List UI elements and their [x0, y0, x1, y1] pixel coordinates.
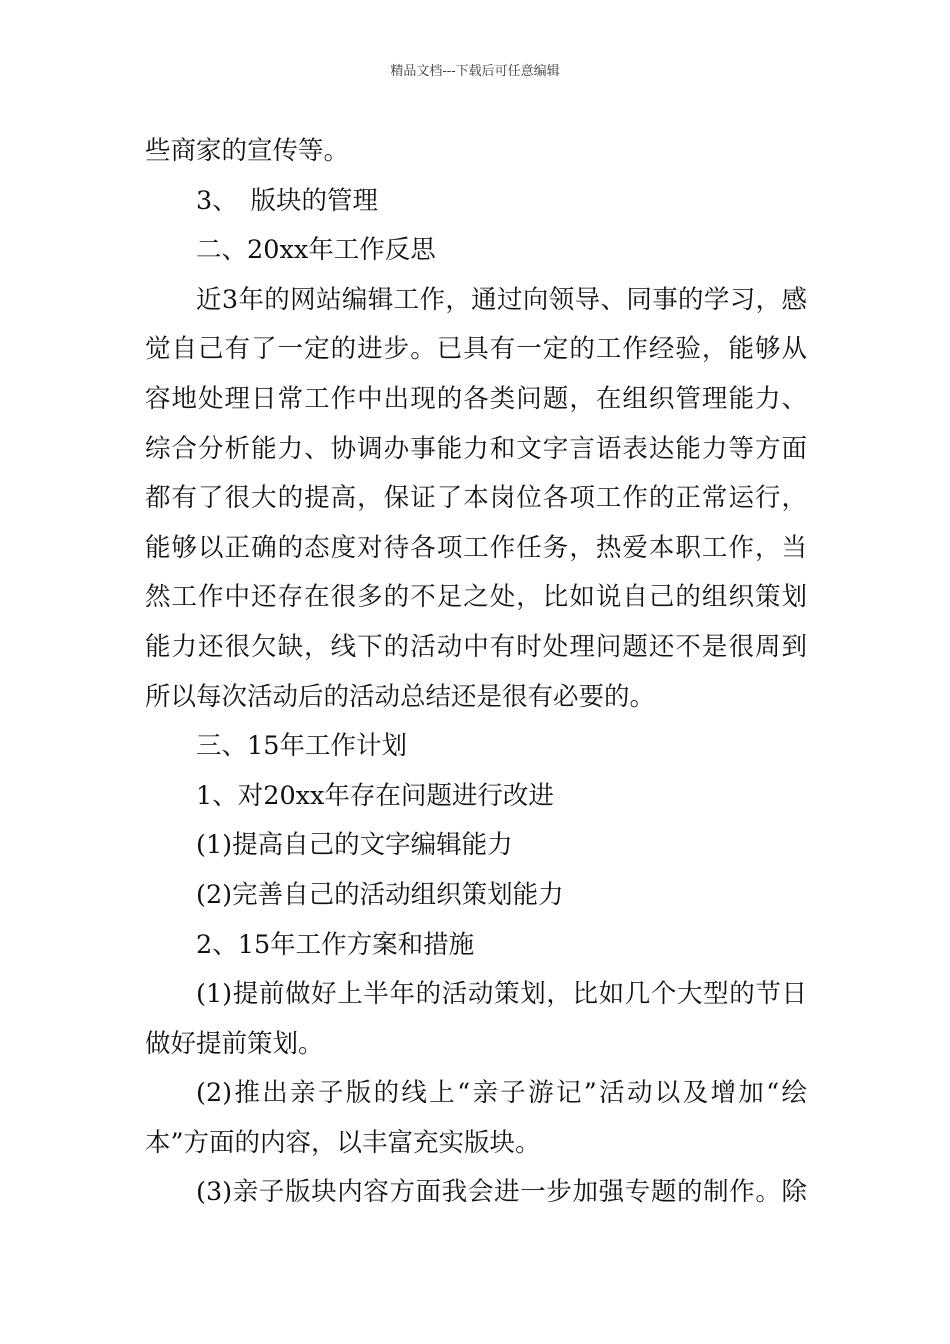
paragraph-line: 综合分析能力、协调办事能力和文字言语表达能力等方面	[145, 433, 807, 464]
section-item-heading: 3、 版块的管理	[196, 185, 378, 216]
paragraph-line: 都有了很大的提高，保证了本岗位各项工作的正常运行，	[145, 483, 807, 514]
paragraph-line: 能够以正确的态度对待各项工作任务，热爱本职工作，当	[145, 532, 807, 563]
list-item: (2)推出亲子版的线上“亲子游记”活动以及增加“绘	[196, 1078, 807, 1109]
paragraph-line: 些商家的宣传等。	[145, 136, 350, 166]
paragraph-line: 近3年的网站编辑工作，通过向领导、同事的学习，感	[196, 284, 807, 315]
section-heading: 三、15年工作计划	[196, 731, 407, 762]
paragraph-line: 容地处理日常工作中出现的各类问题，在组织管理能力、	[145, 383, 807, 414]
list-item-continuation: 做好提前策划。	[145, 1028, 324, 1059]
list-item-continuation: 本”方面的内容，以丰富充实版块。	[145, 1127, 541, 1158]
list-item: (3)亲子版块内容方面我会进一步加强专题的制作。除	[196, 1177, 807, 1208]
section-heading: 二、20xx年工作反思	[196, 235, 436, 266]
paragraph-line: 所以每次活动后的活动总结还是很有必要的。	[145, 681, 656, 712]
paragraph-line: 觉自己有了一定的进步。已具有一定的工作经验，能够从	[145, 334, 807, 365]
document-body	[145, 127, 807, 1218]
subsection-heading: 1、对20xx年存在问题进行改进	[196, 780, 554, 811]
paragraph-line: 能力还很欠缺，线下的活动中有时处理问题还不是很周到	[145, 631, 807, 662]
list-item: (1)提高自己的文字编辑能力	[196, 830, 513, 861]
page-header: 精品文档---下载后可任意编辑	[390, 64, 560, 79]
paragraph-line: 然工作中还存在很多的不足之处，比如说自己的组织策划	[145, 582, 807, 613]
subsection-heading: 2、15年工作方案和措施	[196, 929, 475, 960]
list-item: (1)提前做好上半年的活动策划，比如几个大型的节日	[196, 979, 807, 1010]
list-item: (2)完善自己的活动组织策划能力	[196, 879, 564, 910]
